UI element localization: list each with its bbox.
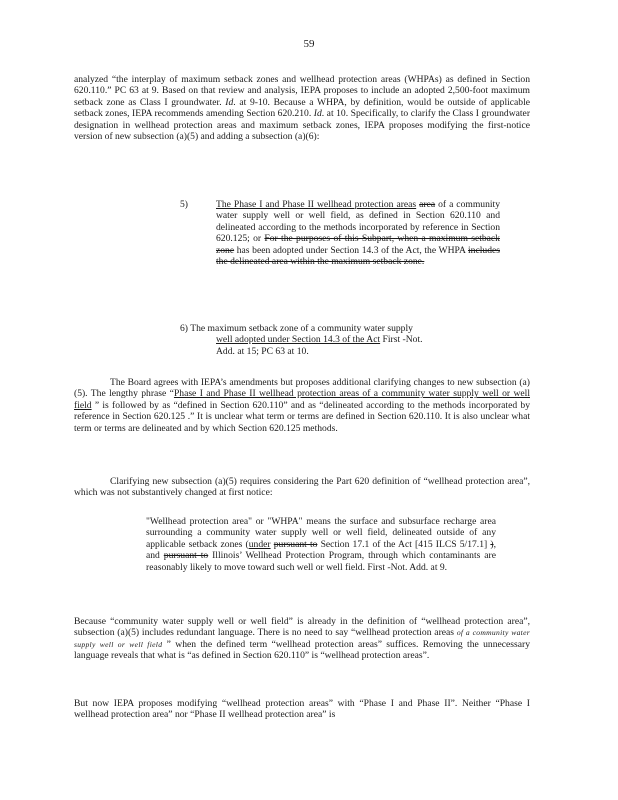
paragraph-4-text-a: Because “community water supply well or well field” is already in the definition of “wellhead protection area”, subsection (a)(5) includes redundant language. There is no need to say “wellhead protection areas xyxy=(74,616,530,639)
underlined-phrase: Phase I and Phase II wellhead protection areas of a community water supply well or well field xyxy=(74,388,530,411)
subsection-a5-item xyxy=(180,199,500,267)
paragraph-2-text-a: The Board agrees with IEPA’s amendments but proposes additional clarifying changes to new subsection (a)(5). The lengthy phrase “ xyxy=(74,377,530,400)
paragraph-2 xyxy=(74,377,530,434)
quote-text-d: Illinois’ Wellhead Protection Program, through which contaminants are reasonably likely to move toward such well or well field. First -Not. Add. at 9. xyxy=(146,550,496,573)
item-6-text-a: 6) The maximum setback zone of a community water supply xyxy=(180,323,413,334)
item-number: 5) xyxy=(180,199,188,210)
inserted-text: under xyxy=(248,538,271,550)
deleted-text: For the purposes of this Subpart, when a maximum setback zone xyxy=(216,233,500,256)
quote-text-b: Section 17.1 of the Act [415 ILCS 5/17.1] xyxy=(317,538,488,550)
paragraph-1 xyxy=(74,74,530,142)
paragraph-1-text-a: analyzed “the interplay of maximum setback zones and wellhead protection areas (WHPAs) as defined in Section 620.110.” PC 63 at 9. Based on that review and analysis, IEPA proposes to include an adopted 2,500-foot maximum setback zone as Class I groundwater. xyxy=(74,74,530,108)
quote-text-a: "Wellhead protection area" or "WHPA" means the surface and subsurface recharge area surrounding a community water supply well or well field, delineated outside of any applicable setback zones ( xyxy=(146,516,496,550)
inserted-text: well adopted under Section 14.3 of the Act xyxy=(216,334,381,346)
paragraph-1-text-c: . at 10. Specifically, to clarify the Class I groundwater designation in wellhead protection areas and maximum setback zones, IEPA proposes modifying the first-notice version of new subsection (a)(5) and adding a subsection (a)(6): xyxy=(74,108,531,143)
paragraph-3: Clarifying new subsection (a)(5) requires considering the Part 620 definition of “wellhead protection area”, which was not substantively changed at first notice: xyxy=(74,476,530,499)
deleted-text: pursuant to xyxy=(163,550,209,562)
citation-id: Id xyxy=(225,96,234,108)
deleted-text: includes the delineated area within the maximum setback zone. xyxy=(216,244,500,268)
item-6-citation: Add. at 15; PC 63 at 10. xyxy=(216,345,309,357)
inserted-text: The Phase I and Phase II wellhead protection areas xyxy=(216,199,417,210)
item-5-body xyxy=(216,199,500,267)
deleted-text: pursuant to xyxy=(273,538,318,550)
paragraph-2-text-b: ” is followed by as “defined in Section 620.110” and as “delineated according to the methods incorporated by reference in Section 620.125 .” It is unclear what term or terms are defined in Section 620.110. It is also unclear what term or terms are delineated and by which Section 620.125 methods. xyxy=(74,399,530,434)
page-number: 59 xyxy=(303,38,315,50)
paragraph-5: But now IEPA proposes modifying “wellhead protection areas” with “Phase I and Phase II”. Neither “Phase I wellhead protection area” nor “Phase II wellhead protection area” is xyxy=(74,698,530,721)
definition-block-quote xyxy=(146,516,496,573)
paragraph-4-text-b: ” when the defined term “wellhead protection areas” suffices. Removing the unnecessary language reveals that what is “as defined in Section 620.110” is “wellhead protection areas”. xyxy=(74,638,530,662)
item-6-text-b: First -Not. xyxy=(382,334,423,346)
paragraph-1-text-b: . at 9-10. Because a WHPA, by definition, would be outside of applicable setback zones, IEPA recommends amending Section 620.210. xyxy=(74,96,531,120)
deleted-text: area xyxy=(419,199,436,210)
item-5-text-c: has been adopted under Section 14.3 of the Act, the WHPA xyxy=(236,244,466,256)
deleted-text: ) xyxy=(490,538,494,550)
subsection-a6-item xyxy=(180,323,500,357)
small-italic-phrase: of a community water supply well or well field xyxy=(74,628,531,649)
citation-id: Id xyxy=(313,108,322,120)
paragraph-4 xyxy=(74,616,530,662)
quote-text-c: , and xyxy=(146,538,496,562)
item-5-text-b: of a community water supply well or well field, as defined in Section 620.110 and delineated according to the methods incorporated by reference in Section 620.125; or xyxy=(216,199,501,245)
